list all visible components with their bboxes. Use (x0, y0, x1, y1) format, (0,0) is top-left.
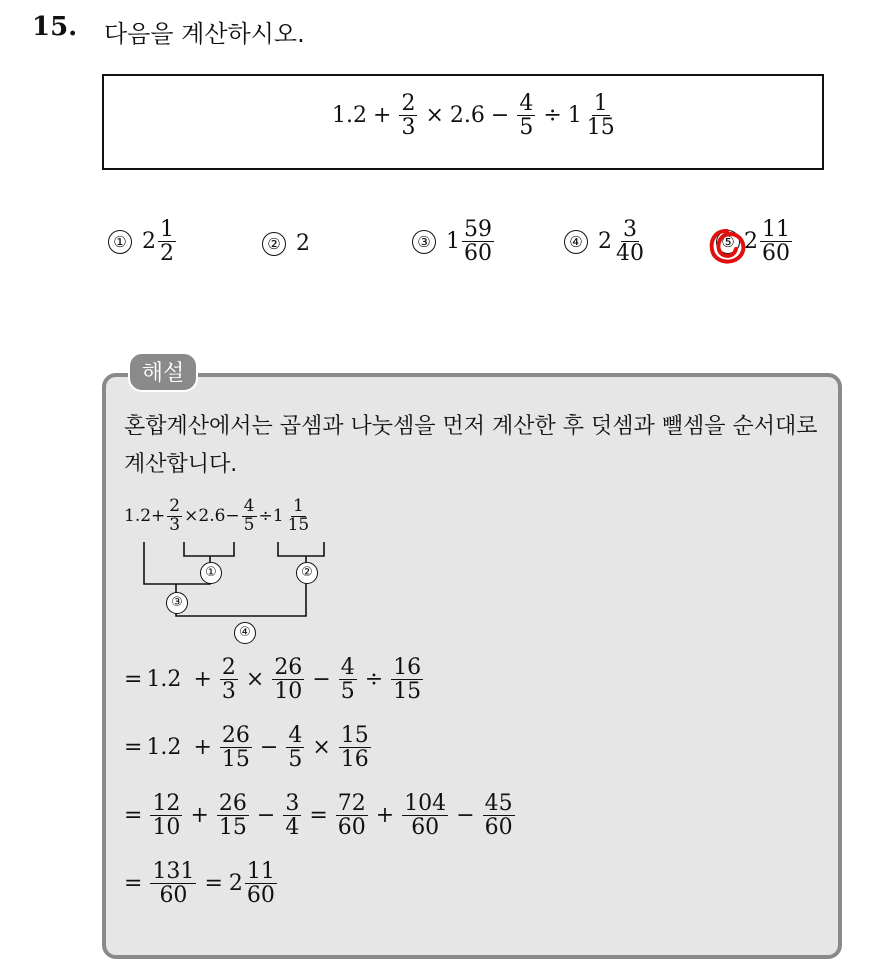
bracket-1 (184, 542, 234, 556)
option-fraction: $\frac{11}{60}$ (762, 217, 790, 267)
order-label-2: ② (296, 562, 318, 584)
step-1: = 1.2 + $\frac{2}{3}$ × $\frac{26}{10}$ − $\frac{4}{5}$ ÷ $\frac{16}{15}$ (124, 655, 422, 705)
option-marker: ⑤ (716, 230, 740, 254)
question-number: 15. (32, 12, 78, 42)
fraction: $\frac{1}{15}$ (586, 91, 615, 141)
option-marker: ① (108, 230, 132, 254)
option-integer: 2 (296, 231, 310, 256)
bracket-2 (278, 542, 324, 556)
option-4[interactable] (564, 218, 648, 265)
option-integer: 2 (744, 229, 758, 255)
order-label-1: ① (200, 562, 222, 584)
option-integer: 2 (142, 229, 156, 255)
question-text: 다음을 계산하시오. (104, 20, 305, 48)
explanation-text: 혼합계산에서는 곱셈과 나눗셈을 먼저 계산한 후 덧셈과 뺄셈을 순서대로 계산합니다. (124, 414, 818, 477)
step-3: = $\frac{12}{10}$ + $\frac{26}{15}$ − $\frac{3}{4}$ = $\frac{72}{60}$ + $\frac{104}{60}$ − $\frac{45}{60}$ (124, 791, 513, 841)
step-2: = 1.2 + $\frac{26}{15}$ − $\frac{4}{5}$ × $\frac{15}{16}$ (124, 723, 369, 773)
option-marker: ④ (564, 230, 588, 254)
option-integer: 1 (446, 229, 460, 255)
option-integer: 2 (598, 229, 612, 255)
explanation-tag: 해설 (128, 352, 198, 392)
operator: × (425, 103, 444, 129)
expression (332, 92, 619, 139)
option-3[interactable] (412, 218, 496, 265)
order-label-4: ④ (234, 622, 256, 644)
operator: − (490, 103, 510, 129)
operator: ÷ (543, 103, 562, 129)
bracket-4 (176, 582, 306, 616)
order-expression: 1.2 + $\frac{2}{3}$ × 2.6 − $\frac{4}{5}$ ÷ 1 $\frac{1}{15}$ (124, 496, 310, 535)
option-marker: ② (262, 232, 286, 256)
option-fraction: $\frac{1}{2}$ (160, 217, 174, 267)
order-label-3: ③ (166, 592, 188, 614)
option-2[interactable] (262, 231, 310, 256)
term: 1.2 (332, 103, 367, 129)
option-1[interactable] (108, 218, 178, 265)
mixed-integer: 1 (567, 103, 582, 129)
expression-box (102, 74, 824, 170)
option-fraction: $\frac{59}{60}$ (464, 217, 492, 267)
option-fraction: $\frac{3}{40}$ (616, 217, 644, 267)
fraction: $\frac{4}{5}$ (519, 91, 534, 141)
term: 2.6 (449, 103, 485, 129)
operator: + (373, 103, 392, 129)
option-marker: ③ (412, 230, 436, 254)
answer-check-mark-icon (706, 225, 748, 267)
fraction: $\frac{2}{3}$ (401, 91, 416, 141)
step-4: = $\frac{131}{60}$ = 2 $\frac{11}{60}$ (124, 859, 275, 909)
